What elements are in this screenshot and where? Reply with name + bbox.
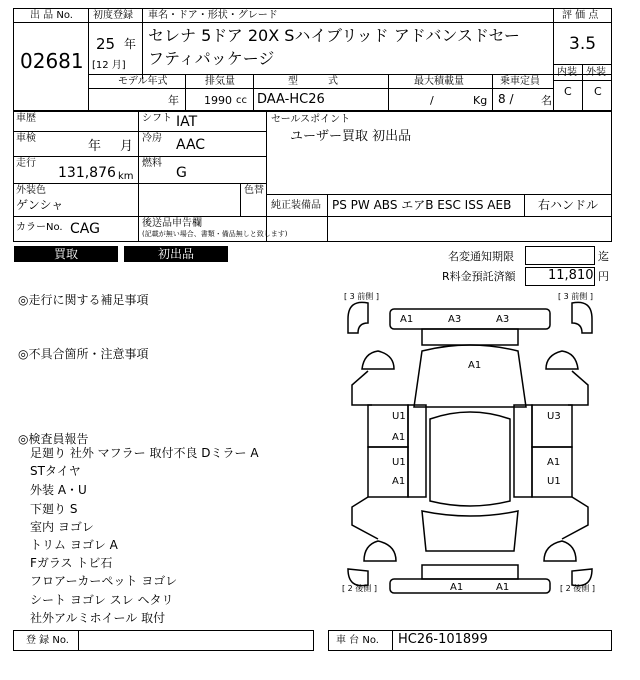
displacement-label: 排気量: [205, 76, 235, 87]
ext-color-label: 外装色: [16, 185, 46, 196]
fuel-value: G: [176, 165, 187, 181]
color-no-value: CAG: [70, 221, 100, 237]
divider: [13, 183, 266, 184]
history-label: 車歴: [16, 113, 36, 124]
inspection-label: 車検: [16, 133, 36, 144]
displacement-unit: cc: [236, 95, 247, 106]
inspector-line: 社外アルミホイール 取付: [30, 611, 166, 625]
sales-point-value: ユーザー買取 初出品: [290, 129, 412, 144]
mileage-label: 走行: [16, 158, 36, 169]
car-name-label: 車名・ドア・形状・グレード: [148, 10, 278, 21]
divider: [78, 630, 79, 651]
rear-left-corner: [ 2 後側 ]: [342, 584, 377, 593]
recycle-label: R料金預託済額: [442, 270, 516, 283]
max-load-unit: Kg: [473, 94, 488, 107]
steering-value: 右ハンドル: [538, 198, 599, 212]
shift-value: IAT: [176, 114, 198, 130]
inspection-month: 月: [120, 139, 134, 154]
equipment-value: PS PW ABS エアB ESC ISS AEB: [332, 198, 512, 212]
mileage-value: 131,876: [58, 165, 116, 181]
displacement-value: 1990: [204, 94, 232, 107]
reg-no-label: 登 録 No.: [26, 635, 69, 646]
divider: [13, 131, 266, 132]
divider: [88, 8, 89, 111]
inspector-line: シート ヨゴレ スレ ヘタリ: [30, 593, 174, 607]
grade-label: 評 価 点: [562, 10, 599, 21]
damage-mark: A3: [448, 314, 462, 325]
color-no-label: カラーNo.: [16, 222, 63, 233]
damage-mark: U3: [547, 411, 561, 422]
inspector-line: 外装 A・U: [30, 483, 87, 497]
inspector-title: ◎検査員報告: [18, 432, 89, 446]
recycle-amount: 11,810: [548, 268, 594, 283]
damage-mark: A3: [496, 314, 510, 325]
inspection-year: 年: [88, 139, 102, 154]
front-left-corner: [ 3 前側 ]: [344, 292, 379, 301]
exterior-grade: C: [594, 85, 602, 98]
damage-mark: U1: [547, 476, 561, 487]
divider: [253, 74, 254, 111]
badge-kaitori: 買取: [14, 246, 118, 262]
badge-first-listing: 初出品: [124, 246, 228, 262]
damage-mark: A1: [496, 582, 510, 593]
name-change-box: [525, 246, 595, 265]
sales-point-label: セールスポイント: [271, 114, 351, 125]
damage-diagram: [338, 289, 602, 597]
divider: [13, 216, 612, 217]
chassis-label: 車 台 No.: [336, 635, 379, 646]
fuel-label: 燃料: [142, 158, 162, 169]
divider: [266, 111, 267, 242]
capacity-unit: 名: [541, 94, 552, 107]
capacity-value: 8 /: [498, 92, 514, 106]
inspector-line: 下廻り S: [30, 502, 78, 516]
color-change-label: 色替: [244, 185, 264, 196]
divider: [142, 8, 143, 79]
type-label: 型 式: [288, 76, 338, 87]
damage-mark: A1: [400, 314, 414, 325]
inspector-line: トリム ヨゴレ A: [30, 538, 118, 552]
divider: [13, 22, 612, 23]
car-name-line1: セレナ 5ドア 20X Sハイブリッド アドバンスドセー: [148, 26, 520, 45]
divider: [88, 74, 612, 75]
post-delivery-label: 後送品申告欄: [142, 218, 202, 229]
damage-mark: A1: [392, 432, 406, 443]
capacity-label: 乗車定員: [500, 76, 540, 87]
damage-mark: A1: [468, 360, 482, 371]
interior-grade: C: [564, 85, 572, 98]
divider: [240, 183, 241, 216]
damage-mark: U1: [392, 457, 406, 468]
divider: [492, 74, 493, 111]
exterior-label: 外装: [586, 67, 606, 78]
mileage-unit: km: [118, 171, 134, 182]
defects-title: ◎不具合箇所・注意事項: [18, 347, 149, 361]
damage-mark: A1: [547, 457, 561, 468]
lot-no: 02681: [20, 49, 84, 73]
divider: [185, 74, 186, 111]
inspector-line: 室内 ヨゴレ: [30, 520, 94, 534]
first-reg-year: 25: [96, 35, 116, 53]
damage-mark: A1: [392, 476, 406, 487]
name-change-label: 名変通知期限: [448, 250, 514, 263]
divider: [388, 74, 389, 111]
lot-no-label: 出 品 No.: [30, 10, 73, 21]
max-load-slash: /: [430, 94, 434, 107]
inspector-line: 足廻り 社外 マフラー 取付不良 Dミラー A: [30, 446, 259, 460]
divider: [266, 194, 612, 195]
damage-mark: A1: [450, 582, 464, 593]
year-unit: 年: [124, 37, 137, 51]
divider: [392, 630, 393, 651]
supplement-title: ◎走行に関する補足事項: [18, 293, 149, 307]
inspector-line: フロアーカーペット ヨゴレ: [30, 574, 178, 588]
overall-grade: 3.5: [569, 34, 597, 54]
model-year-unit: 年: [168, 94, 179, 107]
divider: [327, 194, 328, 242]
recycle-unit: 円: [598, 270, 609, 283]
inspector-line: Fガラス トビ石: [30, 556, 113, 570]
model-year-label: モデル年式: [118, 76, 168, 87]
ac-label: 冷房: [142, 133, 162, 144]
interior-label: 内装: [557, 67, 577, 78]
divider: [524, 194, 525, 216]
first-reg-month: [12 月]: [92, 60, 126, 71]
post-delivery-note: (記載が無い場合、書類・備品無しと致します): [142, 230, 288, 238]
name-change-unit: 迄: [598, 250, 609, 263]
first-reg-label: 初度登録: [93, 10, 133, 21]
rear-right-corner: [ 2 後側 ]: [560, 584, 595, 593]
divider: [582, 64, 583, 111]
ac-value: AAC: [176, 137, 206, 153]
front-right-corner: [ 3 前側 ]: [558, 292, 593, 301]
chassis-number: HC26-101899: [398, 632, 488, 647]
car-name-line2: フティパッケージ: [148, 49, 275, 68]
max-load-label: 最大積載量: [414, 76, 464, 87]
damage-mark: U1: [392, 411, 406, 422]
inspector-line: STタイヤ: [30, 464, 81, 478]
ext-color-value: ゲンシャ: [16, 198, 64, 212]
equipment-label: 純正装備品: [271, 200, 321, 211]
model-type: DAA-HC26: [257, 92, 325, 107]
divider: [553, 8, 554, 111]
divider: [88, 88, 553, 89]
car-outline: [338, 289, 602, 597]
divider: [13, 156, 266, 157]
shift-label: シフト: [142, 113, 172, 124]
